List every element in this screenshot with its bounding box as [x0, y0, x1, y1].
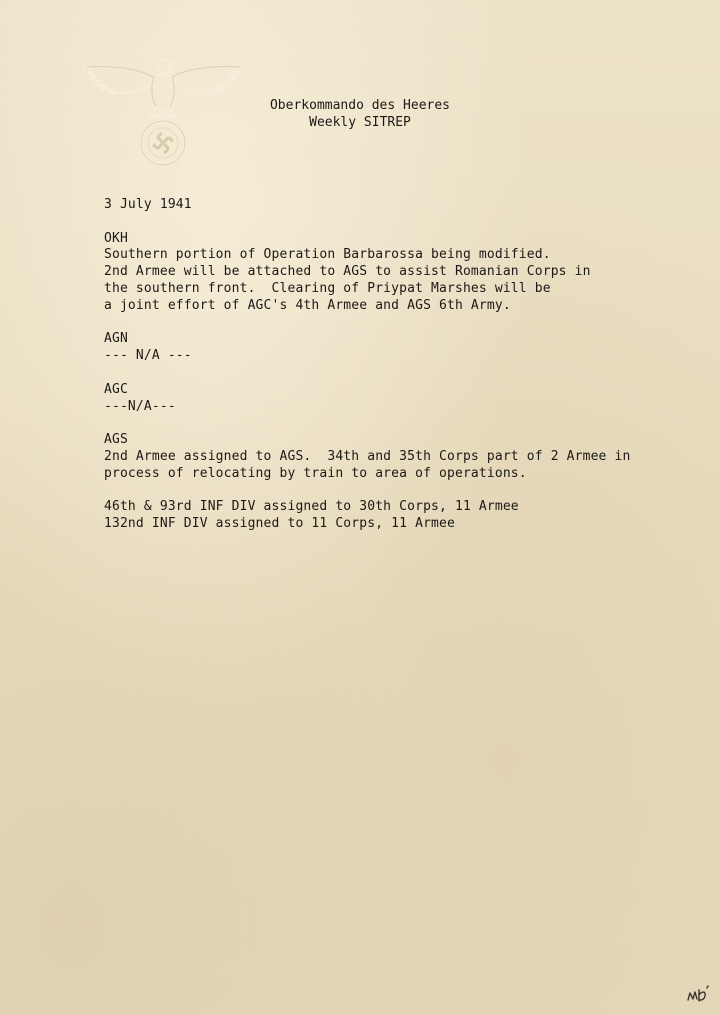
spacer	[104, 365, 704, 382]
letterhead-subtitle: Weekly SITREP	[309, 115, 411, 130]
eagle-emblem-icon	[84, 55, 242, 170]
letterhead	[240, 97, 480, 131]
section-heading-agc: AGC	[104, 381, 128, 397]
letterhead-title: Oberkommando des Heeres	[269, 98, 450, 113]
section-line: process of relocating by train to area of operations.	[104, 465, 527, 481]
section-line: 132nd INF DIV assigned to 11 Corps, 11 Armee	[104, 516, 455, 532]
report-body	[104, 197, 704, 533]
section-line: 46th & 93rd INF DIV assigned to 30th Corps, 11 Armee	[104, 499, 519, 515]
section-heading-okh: OKH	[104, 230, 128, 246]
spacer	[104, 483, 704, 500]
spacer	[104, 415, 704, 432]
section-heading-agn: AGN	[104, 331, 128, 347]
section-line: a joint effort of AGC's 4th Armee and AGS 6th Army.	[104, 297, 511, 313]
section-line: 2nd Armee will be attached to AGS to assist Romanian Corps in	[104, 264, 591, 280]
signature-mark-icon	[686, 983, 712, 1005]
spacer	[104, 315, 704, 332]
section-heading-ags: AGS	[104, 432, 128, 448]
report-date: 3 July 1941	[104, 197, 192, 212]
section-line: 2nd Armee assigned to AGS. 34th and 35th Corps part of 2 Armee in	[104, 448, 631, 464]
spacer	[104, 214, 704, 231]
section-line: the southern front. Clearing of Priypat Marshes will be	[104, 280, 551, 296]
section-line: --- N/A ---	[104, 348, 192, 364]
section-line: ---N/A---	[104, 398, 176, 414]
section-line: Southern portion of Operation Barbarossa being modified.	[104, 247, 551, 263]
